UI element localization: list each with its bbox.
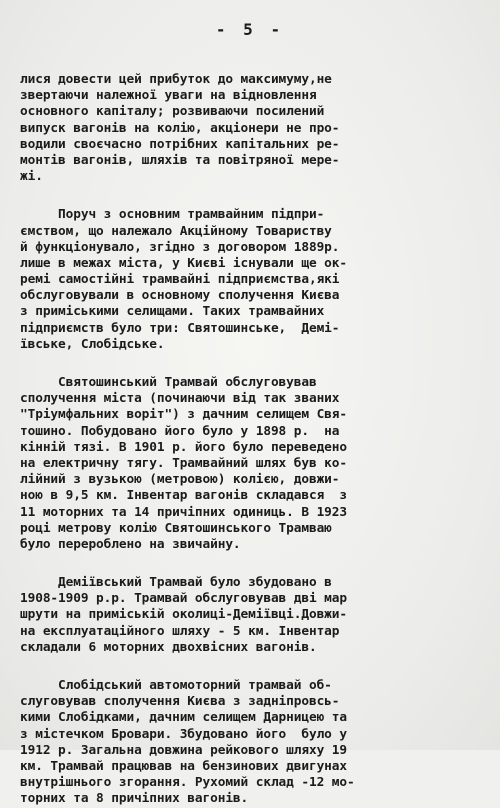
text-line: шрути на приміській околиці-Деміївці.Довжи-: [20, 607, 347, 623]
text-line: торних та 8 причіпних вагонів.: [20, 791, 249, 807]
text-line: 1908-1909 р.р. Трамвай обслуговував дві мар: [20, 591, 347, 607]
text-line: тошино. Побудовано його було у 1898 р. на: [20, 423, 340, 439]
paragraph-gap: [20, 553, 490, 575]
text-line: жі.: [20, 169, 43, 185]
text-line: слуговував сполучення Києва з задніпровсь-: [20, 694, 340, 710]
text-line: "Тріумфальних воріт") з дачним селищем Свя-: [20, 407, 347, 423]
paragraph-gap: [20, 656, 490, 678]
text-line: на експлуатаційного шляху - 5 км. Інвентар: [20, 623, 340, 639]
text-line: основного капіталу; розвиваючи посилений: [20, 104, 325, 120]
text-line: кінній тязі. В 1901 р. його було переведено: [20, 439, 347, 455]
paragraph: [20, 678, 490, 808]
text-line: лійний з вузькою (метровою) колією, довжи-: [20, 472, 340, 488]
text-line: звертаючи належної уваги на відновлення: [20, 88, 317, 104]
paragraph-gap: [20, 185, 490, 207]
text-line: лися довести цей прибуток до максимуму,не: [20, 72, 332, 87]
paragraph-gap: [20, 353, 490, 375]
document-body: [20, 72, 490, 808]
text-line: км. Трамвай працював на бензинових двигунах: [20, 758, 347, 774]
text-line: Поруч з основним трамвайним підпри-: [20, 207, 325, 223]
text-line: 1912 р. Загальна довжина рейкового шляху 19: [20, 742, 347, 758]
text-line: монтів вагонів, шляхів та повітряної мере-: [20, 152, 340, 168]
text-line: Деміївський Трамвай було збудовано в: [20, 575, 332, 591]
text-line: році метрову колію Святошинського Трамваю: [20, 520, 332, 536]
text-line: Слобідський автомоторний трамвай об-: [20, 678, 332, 693]
text-line: з містечком Бровари. Збудовано його було у: [20, 726, 347, 742]
paragraph: [20, 207, 490, 353]
text-line: на електричну тягу. Трамвайний шлях був ко-: [20, 455, 347, 471]
text-line: з приміськими селищами. Таких трамвайних: [20, 304, 325, 320]
text-line: Святошинський Трамвай обслуговував: [20, 375, 317, 390]
paragraph: [20, 575, 490, 656]
page-number: - 5 -: [215, 20, 285, 39]
text-line: випуск вагонів на колію, акціонери не про-: [20, 120, 340, 136]
text-line: лише в межах міста, у Києві існували ще ок-: [20, 255, 347, 271]
text-line: й функціонувало, згідно з договором 1889р.: [20, 239, 340, 255]
text-line: кими Слобідками, дачним селищем Дарницею та: [20, 710, 347, 726]
text-line: складали 6 моторних двохвісних вагонів.: [20, 639, 317, 655]
text-line: підприємств було три: Святошинське, Демі-: [20, 320, 340, 336]
text-line: ївське, Слобідське.: [20, 336, 165, 352]
text-line: ремі самостійні трамвайні підприємства,які: [20, 272, 340, 288]
text-line: внутрішнього згорання. Рухомий склад -12 мо-: [20, 775, 355, 791]
text-line: було перероблено на звичайну.: [20, 536, 241, 552]
paragraph: [20, 375, 490, 553]
text-line: сполучення міста (починаючи від так званих: [20, 391, 340, 407]
text-line: ною в 9,5 км. Інвентар вагонів складався з: [20, 488, 347, 504]
text-line: обслуговували в основному сполучення Києва: [20, 288, 340, 304]
text-line: 11 моторних та 14 причіпних одиниць. В 1923: [20, 504, 347, 520]
paragraph: [20, 72, 490, 185]
text-line: ємством, що належало Акційному Товариству: [20, 223, 332, 239]
text-line: водили своєчасно потрібних капітальних ре-: [20, 136, 340, 152]
